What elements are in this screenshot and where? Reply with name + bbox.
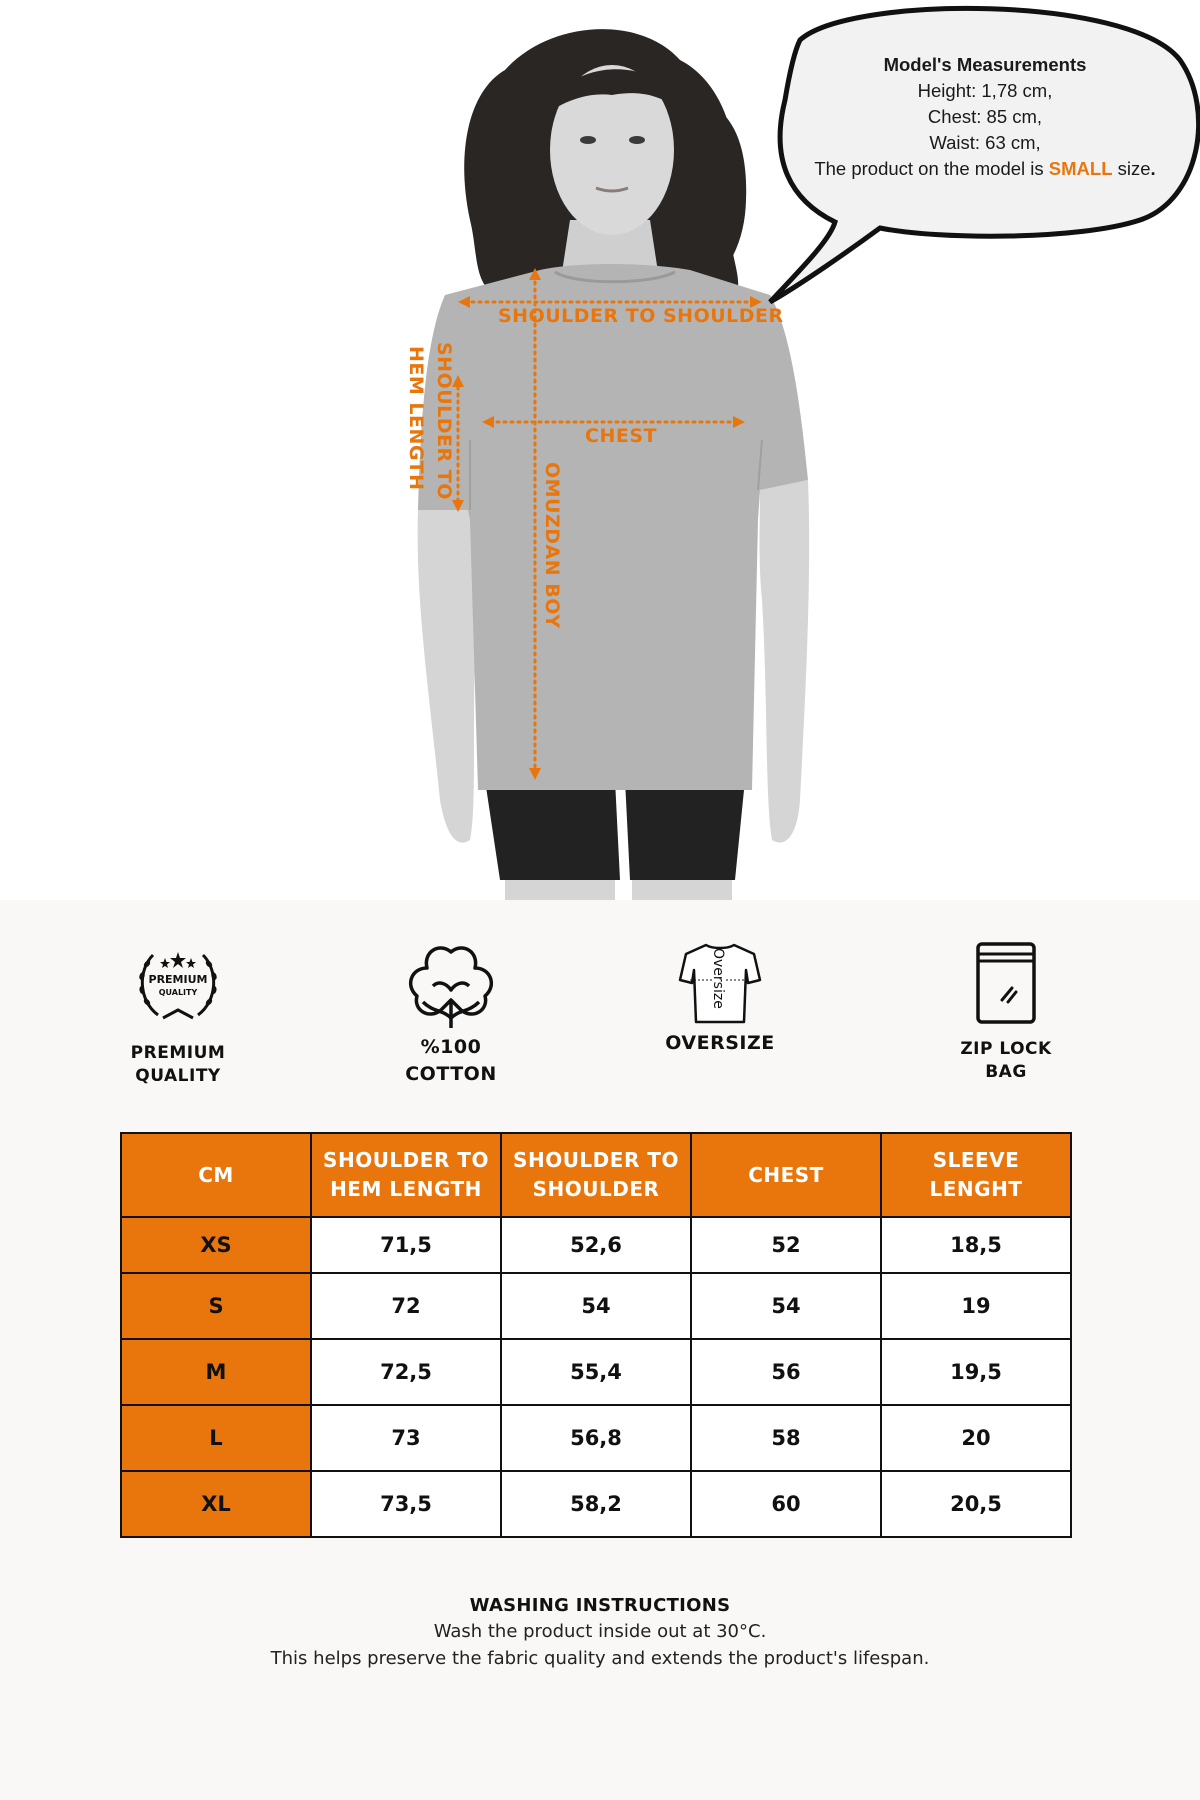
- feature-zip-lock-bag: [906, 940, 1106, 1084]
- table-cell: 52,6: [501, 1217, 691, 1273]
- premium-quality-badge-icon: [133, 940, 223, 1028]
- size-chart-table: [120, 1132, 1072, 1538]
- table-cell: 19,5: [881, 1339, 1071, 1405]
- size-cell: S: [121, 1273, 311, 1339]
- product-size-prefix: The product on the model is: [814, 158, 1049, 179]
- table-cell: 60: [691, 1471, 881, 1537]
- table-cell: 72,5: [311, 1339, 501, 1405]
- table-cell: 71,5: [311, 1217, 501, 1273]
- feature-label-line2: BAG: [985, 1062, 1027, 1082]
- header-text-line2: SHOULDER: [532, 1177, 660, 1201]
- feature-label: [906, 1038, 1106, 1084]
- washing-line1: Wash the product inside out at 30°C.: [433, 1621, 767, 1642]
- table-row: [121, 1339, 1071, 1405]
- feature-label-line1: ZIP LOCK: [960, 1039, 1052, 1059]
- table-cell: 54: [691, 1273, 881, 1339]
- header-text-line1: SHOULDER TO: [323, 1148, 489, 1172]
- header-chest: [691, 1133, 881, 1217]
- table-cell: 58,2: [501, 1471, 691, 1537]
- table-cell: 56: [691, 1339, 881, 1405]
- cotton-flower-icon: [403, 940, 499, 1030]
- table-cell: 73,5: [311, 1471, 501, 1537]
- feature-label-line2: QUALITY: [135, 1066, 221, 1086]
- model-waist: Waist: 63 cm,: [929, 132, 1041, 153]
- label-omuzdan-boy: OMUZDAN BOY: [541, 462, 563, 629]
- washing-line2: This helps preserve the fabric quality and extends the product's lifespan.: [270, 1648, 930, 1669]
- label-hem-line2: HEM LENGTH: [405, 346, 427, 491]
- table-cell: 19: [881, 1273, 1071, 1339]
- feature-cotton: [351, 940, 551, 1088]
- header-shoulder-to-shoulder: [501, 1133, 691, 1217]
- table-cell: 58: [691, 1405, 881, 1471]
- feature-label: [78, 1042, 278, 1088]
- table-cell: 20: [881, 1405, 1071, 1471]
- table-cell: 18,5: [881, 1217, 1071, 1273]
- table-cell: 55,4: [501, 1339, 691, 1405]
- size-cell: L: [121, 1405, 311, 1471]
- size-cell: XL: [121, 1471, 311, 1537]
- zip-lock-bag-icon: [974, 940, 1038, 1026]
- label-hem-line1: SHOULDER TO: [433, 342, 455, 500]
- size-cell: XS: [121, 1217, 311, 1273]
- feature-label-line1: PREMIUM: [130, 1043, 226, 1063]
- feature-label-line1: OVERSIZE: [665, 1032, 775, 1054]
- oversize-shirt-text: Oversize: [710, 948, 726, 1009]
- table-cell: 73: [311, 1405, 501, 1471]
- product-size-suffix: size: [1112, 158, 1151, 179]
- model-measurements: [790, 52, 1180, 182]
- feature-label: [351, 1034, 551, 1088]
- feature-label-line2: COTTON: [405, 1063, 497, 1085]
- header-text-line2: LENGHT: [929, 1177, 1023, 1201]
- oversize-tshirt-icon: [678, 940, 762, 1026]
- feature-label: [620, 1030, 820, 1057]
- washing-instructions: [0, 1595, 1200, 1672]
- feature-premium-quality: [78, 940, 278, 1088]
- table-cell: 52: [691, 1217, 881, 1273]
- table-cell: 56,8: [501, 1405, 691, 1471]
- model-measurements-title: Model's Measurements: [883, 54, 1087, 75]
- model-height: Height: 1,78 cm,: [917, 80, 1053, 101]
- label-chest: CHEST: [585, 425, 657, 447]
- size-cell: M: [121, 1339, 311, 1405]
- product-size-dot: .: [1150, 158, 1156, 179]
- product-size-highlight: SMALL: [1048, 158, 1113, 179]
- table-cell: 20,5: [881, 1471, 1071, 1537]
- model-product-size-line: [790, 156, 1180, 182]
- header-text-line2: HEM LENGTH: [330, 1177, 482, 1201]
- model-chest: Chest: 85 cm,: [927, 106, 1043, 127]
- table-row: [121, 1217, 1071, 1273]
- feature-oversize: [620, 940, 820, 1057]
- table-row: [121, 1471, 1071, 1537]
- header-text: CM: [198, 1162, 234, 1187]
- table-header-row: [121, 1133, 1071, 1217]
- header-text-line1: SLEEVE: [932, 1148, 1020, 1172]
- badge-text-line1: PREMIUM: [148, 973, 208, 986]
- table-row: [121, 1273, 1071, 1339]
- washing-title: WASHING INSTRUCTIONS: [469, 1595, 731, 1616]
- header-cm: [121, 1133, 311, 1217]
- table-cell: 54: [501, 1273, 691, 1339]
- table-cell: 72: [311, 1273, 501, 1339]
- header-shoulder-to-hem: [311, 1133, 501, 1217]
- badge-text-line2: QUALITY: [158, 988, 198, 997]
- feature-label-line1: %100: [420, 1036, 482, 1058]
- header-sleeve-length: [881, 1133, 1071, 1217]
- header-text-line1: SHOULDER TO: [513, 1148, 679, 1172]
- label-shoulder-to-shoulder: SHOULDER TO SHOULDER: [498, 305, 784, 327]
- header-text: CHEST: [748, 1162, 824, 1187]
- table-row: [121, 1405, 1071, 1471]
